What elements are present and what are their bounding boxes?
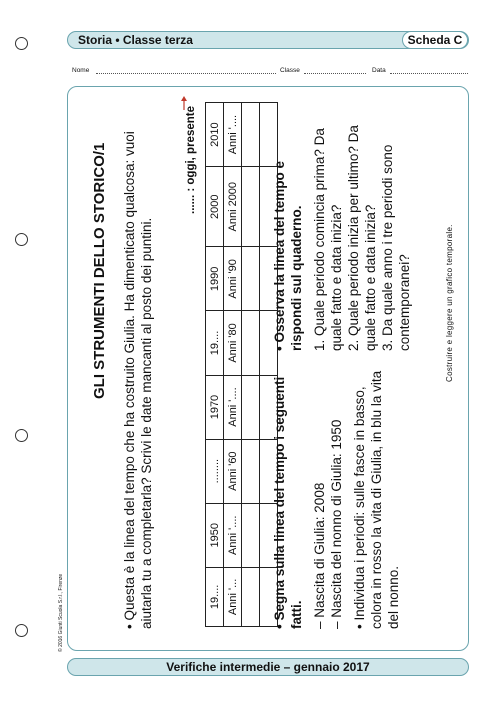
year-cell[interactable]: ........	[206, 439, 224, 503]
binder-hole	[15, 233, 28, 246]
decade-cell: Anni '80	[224, 311, 242, 375]
footnote: Costruire e leggere un grafico temporale.	[445, 224, 454, 382]
band-cell[interactable]	[242, 567, 260, 626]
decade-cell[interactable]: Anni '....	[224, 103, 242, 167]
sheet-label: Scheda C	[402, 31, 468, 49]
exercise-panel	[67, 86, 469, 651]
subject-label: Storia • Classe terza	[78, 33, 193, 47]
year-cell: 1970	[206, 375, 224, 439]
band-cell[interactable]	[242, 311, 260, 375]
copyright-note: © 2016 Giunti Scuola S.r.l., Firenze	[58, 573, 64, 652]
year-cell: 2010	[206, 103, 224, 167]
year-cell: 1990	[206, 247, 224, 311]
band-cell[interactable]	[242, 103, 260, 167]
fact-item: – Nascita di Giulia: 2008	[312, 482, 327, 629]
band-cell[interactable]	[242, 439, 260, 503]
right-column	[271, 111, 413, 351]
name-label: Nome	[72, 67, 90, 74]
year-cell: 1950	[206, 503, 224, 567]
timeline-decades-row	[224, 103, 242, 627]
decade-cell: Anni '90	[224, 247, 242, 311]
timeline-table	[205, 102, 278, 627]
footer-band: Verifiche intermedie – gennaio 2017	[67, 658, 469, 676]
instruction-answer: • Osserva la linea del tempo e rispondi sul quaderno.	[272, 160, 304, 351]
binder-hole	[15, 429, 28, 442]
date-label: Data	[372, 67, 386, 74]
question-item: 1. Quale periodo comincia prima? Da quale fatto e data inizia?	[312, 128, 344, 351]
decade-cell[interactable]: Anni '....	[224, 503, 242, 567]
year-cell[interactable]: 19....	[206, 567, 224, 626]
timeline-band-row	[242, 103, 260, 627]
year-cell[interactable]: 19....	[206, 311, 224, 375]
page-title: GLI STRUMENTI DELLO STORICO/1	[91, 142, 108, 399]
question-item: 3. Da quale anno i tre periodi sono contemporanei?	[380, 144, 412, 351]
binder-hole	[15, 37, 28, 50]
today-label: ...... : oggi, presente	[185, 106, 197, 214]
class-line[interactable]	[304, 73, 366, 74]
decade-cell: Anni '60	[224, 439, 242, 503]
binder-hole	[15, 624, 28, 637]
instruction-color-periods: • Individua i periodi: sulle fasce in basso, colora in rosso la vita di Giulia, in blu la vita del nonno.	[352, 370, 401, 629]
decade-cell: Anni 2000	[224, 167, 242, 247]
left-column	[271, 364, 402, 629]
band-cell[interactable]	[242, 167, 260, 247]
decade-cell[interactable]: Anni '...	[224, 567, 242, 626]
year-cell: 2000	[206, 167, 224, 247]
fact-item: – Nascita del nonno di Giulia: 1950	[329, 419, 344, 629]
instruction-mark-facts: • Segna sulla linea del tempo i seguenti fatti.	[272, 376, 304, 629]
band-cell[interactable]	[242, 247, 260, 311]
intro-text: • Questa è la linea del tempo che ha costruito Giulia. Ha dimenticato qualcosa: vuoi aiutarla tu a completarla? Scrivi le date mancanti al posto dei puntini.	[122, 131, 154, 629]
header-band	[67, 31, 469, 49]
timeline-years-row	[206, 103, 224, 627]
class-label: Classe	[280, 67, 300, 74]
question-item: 2. Quale periodo inizia per ultimo? Da quale fatto e data inizia?	[346, 125, 378, 351]
band-cell[interactable]	[242, 375, 260, 439]
band-cell[interactable]	[242, 503, 260, 567]
arrow-icon	[181, 96, 187, 110]
decade-cell[interactable]: Anni '....	[224, 375, 242, 439]
name-line[interactable]	[96, 73, 276, 74]
date-line[interactable]	[390, 73, 468, 74]
rotated-content	[73, 92, 465, 647]
